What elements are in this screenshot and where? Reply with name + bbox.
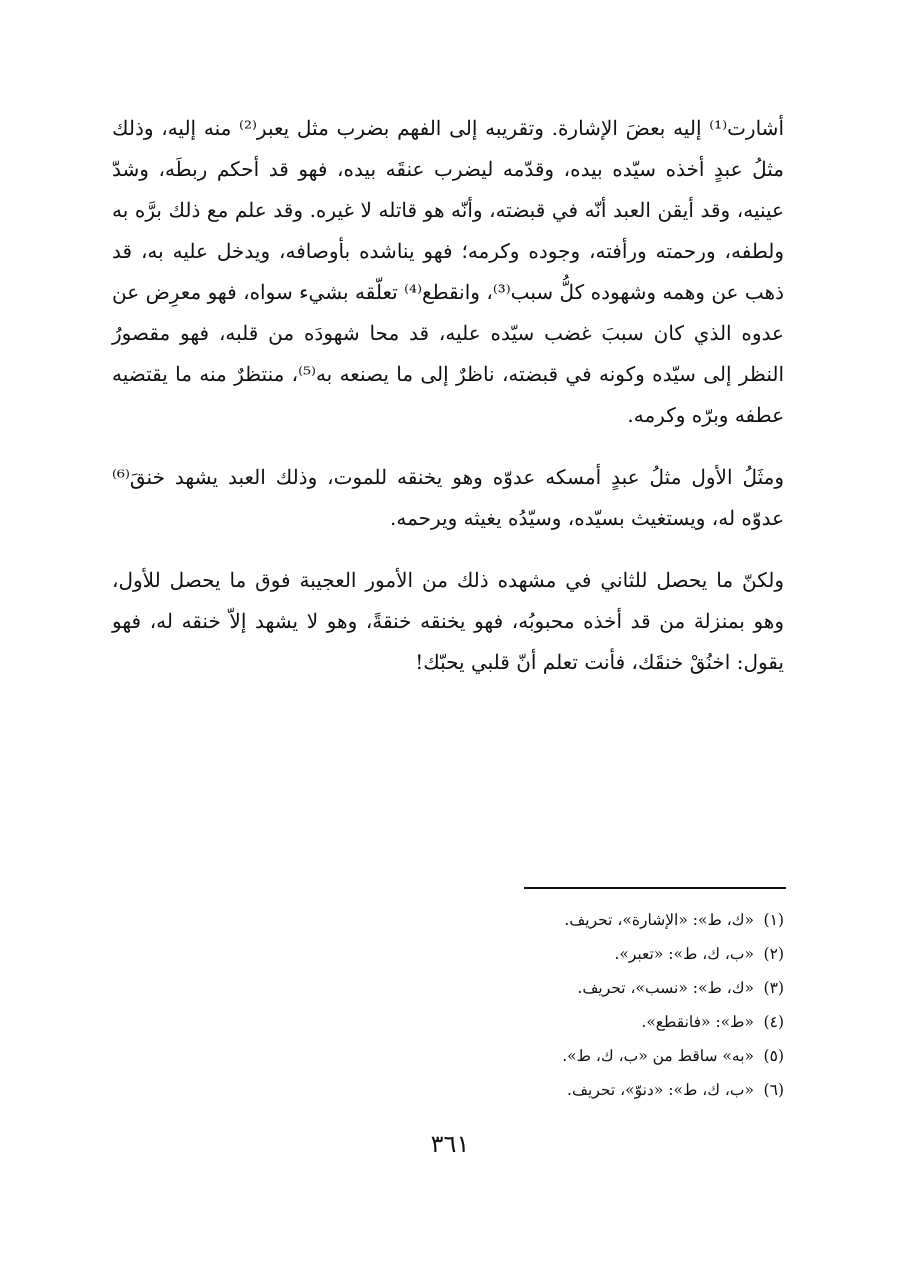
footnote-divider xyxy=(524,887,786,889)
footnote-text: «ك، ط»: «نسب»، تحريف. xyxy=(577,979,754,997)
page-number: ٣٦١ xyxy=(430,1130,470,1158)
paragraph-text: ومثَلُ الأول مثلُ عبدٍ أمسكه عدوّه وهو يخنقه للموت، وذلك العبد يشهد خنقَ⁽⁶⁾ عدوّه له، ويستغيث بسيّده، وسيّدُه يغيثه ويرحمه. xyxy=(112,465,784,530)
footnote-number: (٤) xyxy=(763,1013,784,1031)
footnote-number: (٦) xyxy=(763,1081,784,1099)
footnote-item xyxy=(300,971,784,1005)
footnote-item xyxy=(300,1039,784,1073)
footnote-item xyxy=(300,937,784,971)
paragraph-1 xyxy=(112,108,784,436)
footnote-text: «ط»: «فانقطع». xyxy=(641,1013,754,1031)
paragraph-3 xyxy=(112,560,784,683)
paragraph-text: أشارت⁽¹⁾ إليه بعضَ الإشارة. وتقريبه إلى الفهم بضرب مثل يعبر⁽²⁾ منه إليه، وذلك مثلُ عبدٍ أخذه سيّده بيده، وقدّمه ليضرب عنقَه بيده، فهو قد أحكم ربطَه، وشدّ عينيه، وقد أيقن العبد أنّه في قبضته، وأنّه هو قاتله لا غيره. وقد علم مع ذلك برَّه به ولطفه، ورحمته ورأفته، وجوده وكرمه؛ فهو يناشده بأوصافه، ويدخل عليه به، قد ذهب عن وهمه وشهوده كلُّ سبب⁽³⁾، وانقطع⁽⁴⁾ تعلّقه بشيء سواه، فهو معرِض عن عدوه الذي كان سببَ غضب سيّده عليه، قد محا شهودَه من قلبه، فهو مقصورُ النظر إلى سيّده وكونه في قبضته، ناظرٌ إلى ما يصنعه به⁽⁵⁾، منتظرٌ منه ما يقتضيه عطفه وبرّه وكرمه. xyxy=(112,116,785,427)
footnote-item xyxy=(300,1073,784,1107)
footnote-text: «ك، ط»: «الإشارة»، تحريف. xyxy=(564,911,754,929)
footnote-item xyxy=(300,903,784,937)
footnote-number: (٥) xyxy=(763,1047,784,1065)
footnotes xyxy=(300,903,784,1107)
paragraph-text: ولكنّ ما يحصل للثاني في مشهده ذلك من الأمور العجيبة فوق ما يحصل للأول، وهو بمنزلة من قد أخذه محبوبُه، فهو يخنقه خنقةً، وهو لا يشهد إلاّ خنقه له، فهو يقول: اخنُقْ خنقَك، فأنت تعلم أنّ قلبي يحبّك! xyxy=(112,568,784,674)
main-text xyxy=(112,108,784,704)
footnote-text: «به» ساقط من «ب، ك، ط». xyxy=(562,1047,754,1065)
footnote-number: (٣) xyxy=(763,979,784,997)
footnote-text: «ب، ك، ط»: «تعبر». xyxy=(614,945,754,963)
paragraph-2 xyxy=(112,457,784,539)
footnote-number: (٢) xyxy=(763,945,784,963)
footnote-item xyxy=(300,1005,784,1039)
footnote-text: «ب، ك، ط»: «دنوّ»، تحريف. xyxy=(567,1081,754,1099)
footnote-number: (١) xyxy=(763,911,784,929)
